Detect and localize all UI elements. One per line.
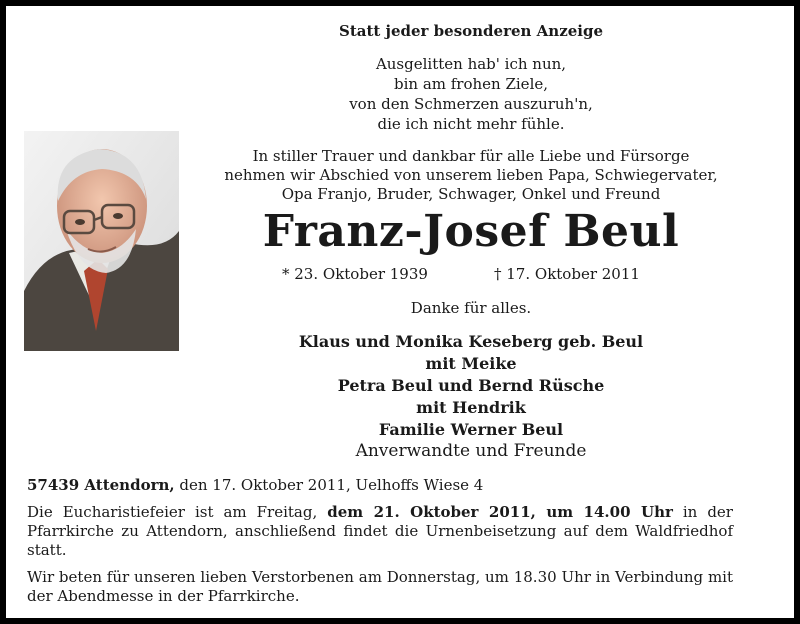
intro-line: Opa Franjo, Bruder, Schwager, Onkel und Freund [281,185,661,203]
intro-line: In stiller Trauer und dankbar für alle Liebe und Fürsorge [252,147,690,165]
prayer-paragraph: Wir beten für unseren lieben Verstorbenen am Donnerstag, um 18.30 Uhr in Verbindung mit der Abendmesse in der Pfarrkirche. [27,568,733,605]
death-date: † 17. Oktober 2011 [494,265,640,283]
address-place: 57439 Attendorn, [27,476,175,494]
poem [166,54,776,134]
service-text-before: Die Eucharistiefeier ist am Freitag, [27,503,328,521]
portrait-photo [24,131,179,351]
intro-line: nehmen wir Abschied von unserem lieben Papa, Schwiegervater, [224,166,718,184]
obituary-notice [6,6,794,618]
mourner-line: Familie Werner Beul [378,420,564,439]
birth-date: * 23. Oktober 1939 [282,265,428,283]
mourner-line: Klaus und Monika Keseberg geb. Beul [298,332,644,351]
service-date: dem 21. Oktober 2011, um 14.00 Uhr [327,503,673,521]
mourners-list [166,331,776,441]
address-line [27,476,733,495]
mourner-line: mit Meike [425,354,517,373]
mourner-line: Petra Beul und Bernd Rüsche [337,376,605,395]
service-text-after: in der Pfarrkirche zu Attendorn, anschließend findet die Urnenbeisetzung auf dem Waldfriedhof statt. [27,503,733,559]
closing-line: Anverwandte und Freunde [355,441,587,461]
mourner-line: mit Hendrik [416,398,526,417]
address-rest: den 17. Oktober 2011, Uelhoffs Wiese 4 [174,476,484,494]
notice-heading: Statt jeder besonderen Anzeige [338,22,604,40]
poem-line: die ich nicht mehr fühle. [377,115,565,133]
poem-line: von den Schmerzen auszuruh'n, [349,95,593,113]
deceased-name: Franz-Josef Beul [262,206,680,257]
poem-line: bin am frohen Ziele, [393,75,549,93]
thanks-text: Danke für alles. [410,299,532,317]
poem-line: Ausgelitten hab' ich nun, [375,55,567,73]
service-paragraph [27,503,733,560]
intro-text [166,147,776,204]
